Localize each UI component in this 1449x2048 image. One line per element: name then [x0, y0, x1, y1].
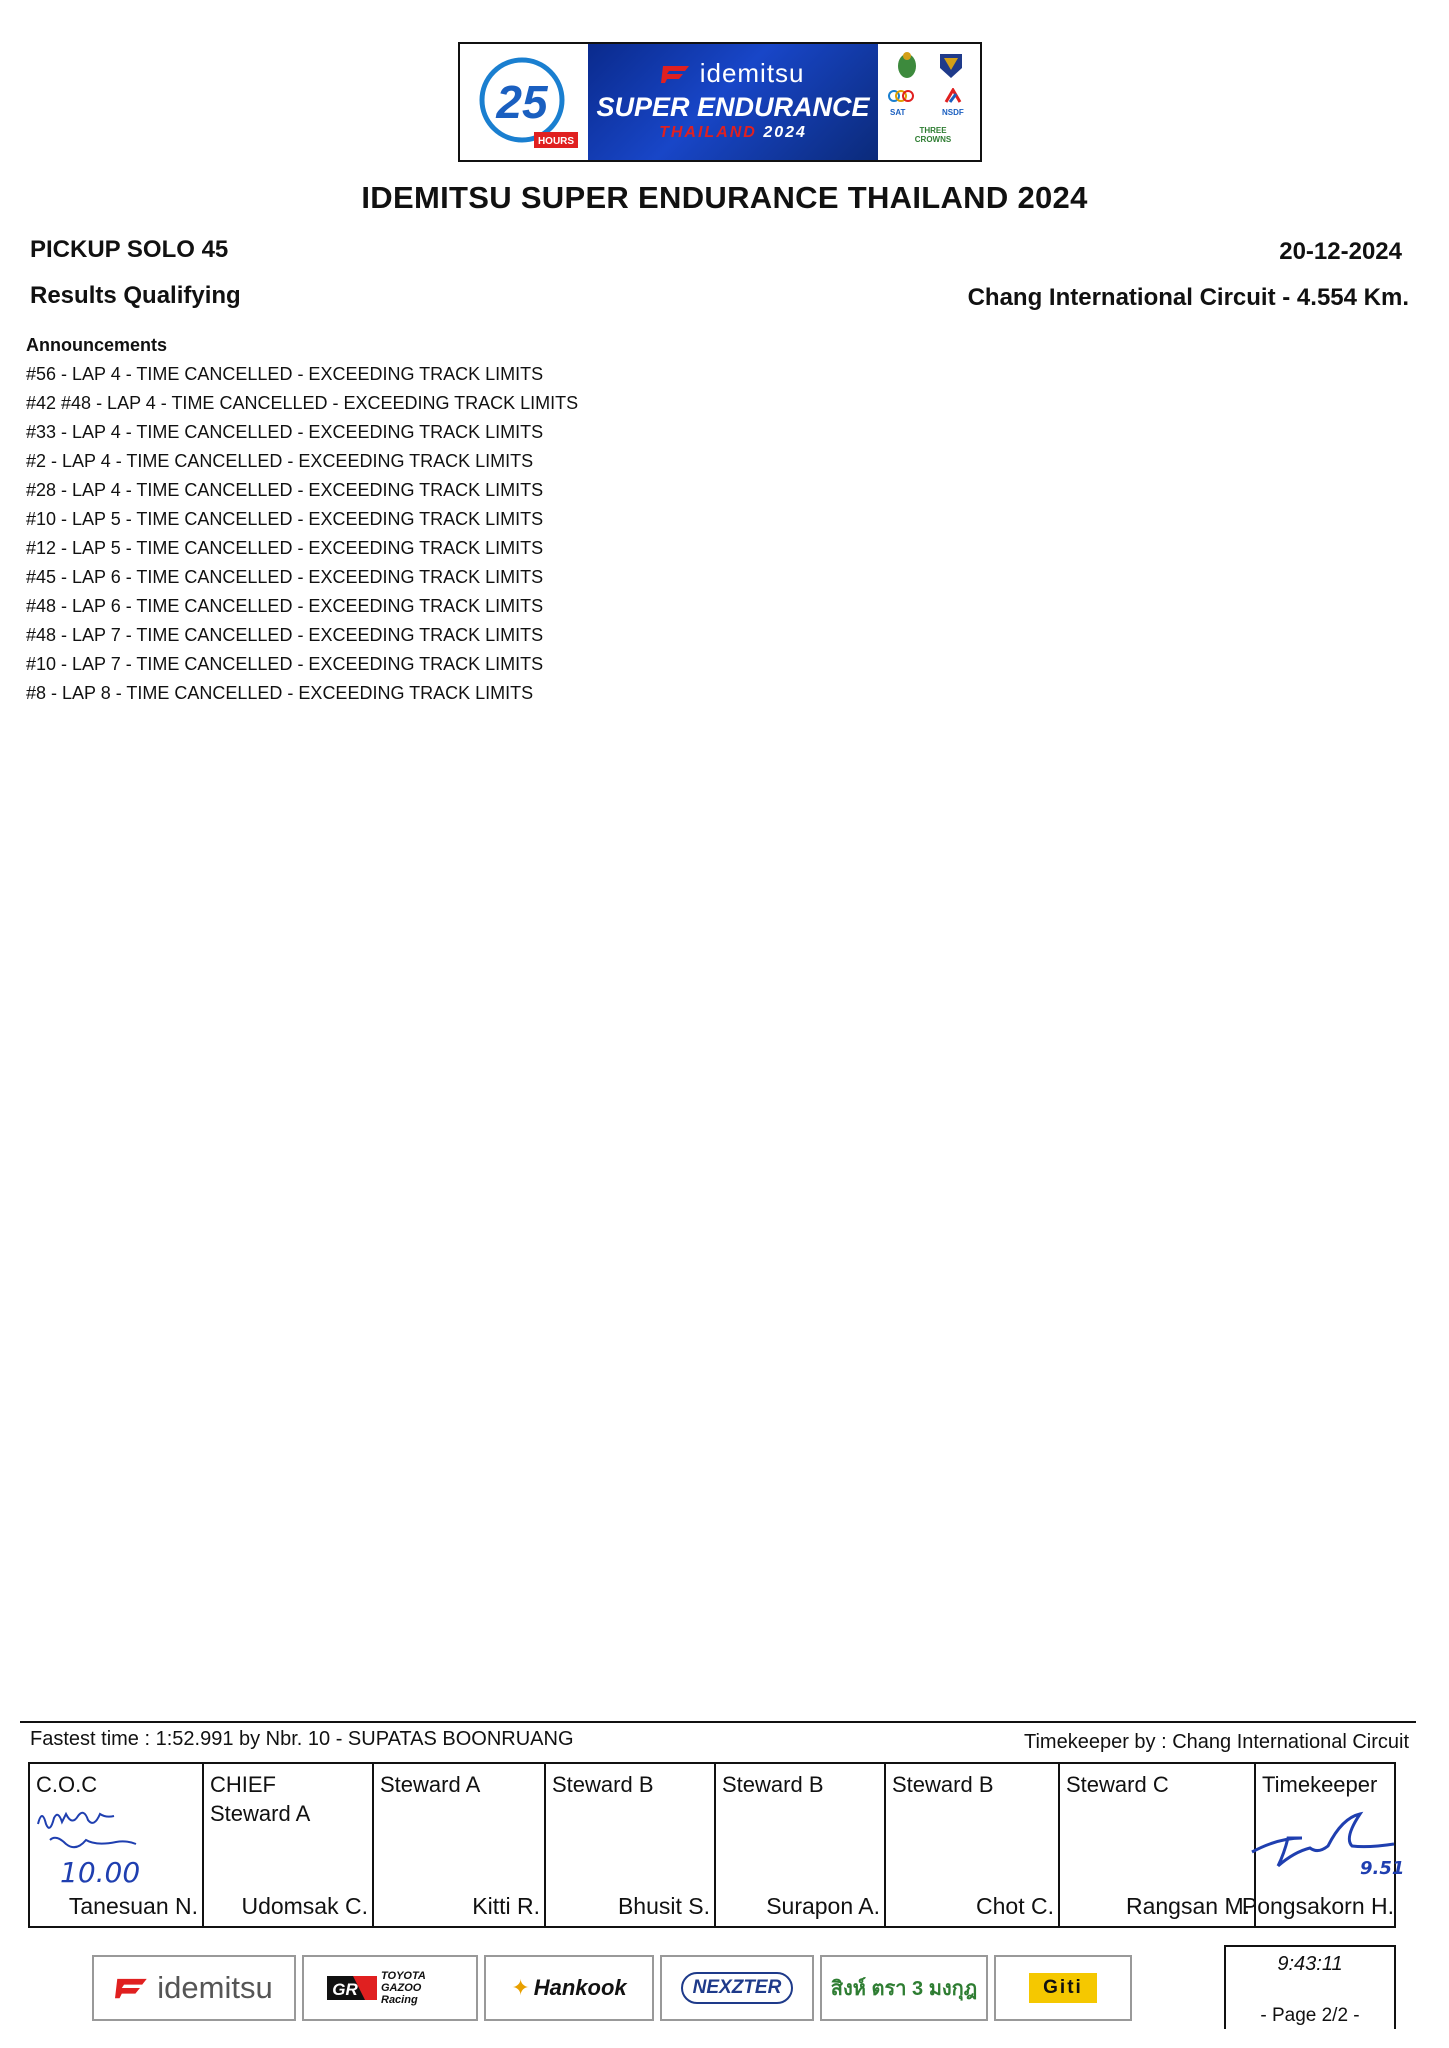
announcement-item: #10 - LAP 7 - TIME CANCELLED - EXCEEDING TRACK LIMITS	[26, 654, 544, 674]
three-crowns-label: THREE CROWNS	[914, 126, 952, 144]
nsdf-label: NSDF	[942, 108, 964, 117]
announcement-item: #45 - LAP 6 - TIME CANCELLED - EXCEEDING TRACK LIMITS	[26, 567, 544, 587]
page-number: - Page 2/2 -	[1260, 2005, 1360, 2026]
sponsor-nexzter: NEXZTER	[660, 1955, 814, 2021]
official-cell-steward-b-3: Steward B Chot C.	[886, 1764, 1060, 1926]
announcements-heading: Announcements	[26, 335, 168, 355]
official-cell-steward-b-2: Steward B Surapon A.	[716, 1764, 886, 1926]
royal-emblem-icon	[892, 50, 922, 80]
hankook-mark-icon: ✦	[511, 1975, 530, 2000]
official-cell-chief-steward: CHIEF Steward A Udomsak C.	[204, 1764, 374, 1926]
sat-label: SAT	[890, 108, 906, 117]
announcement-item: #33 - LAP 4 - TIME CANCELLED - EXCEEDING TRACK LIMITS	[26, 422, 544, 442]
official-cell-steward-a: Steward A Kitti R.	[374, 1764, 546, 1926]
25-hours-badge	[460, 44, 588, 160]
official-cell-steward-c: Steward C Rangsan M.	[1060, 1764, 1256, 1926]
page-title: IDEMITSU SUPER ENDURANCE THAILAND 2024	[361, 180, 1088, 215]
coc-signature	[36, 1804, 186, 1886]
partner-logos	[878, 44, 980, 160]
announcement-item: #2 - LAP 4 - TIME CANCELLED - EXCEEDING TRACK LIMITS	[26, 451, 534, 471]
announcement-item: #10 - LAP 5 - TIME CANCELLED - EXCEEDING TRACK LIMITS	[26, 509, 544, 529]
svg-text:GR: GR	[332, 1980, 358, 1999]
series-country-year: THAILAND 2024	[659, 124, 807, 141]
footer-divider	[20, 1721, 1416, 1723]
series-title-block	[588, 44, 878, 160]
announcement-item: #48 - LAP 6 - TIME CANCELLED - EXCEEDING TRACK LIMITS	[26, 596, 544, 616]
officials-signature-table	[28, 1762, 1405, 1928]
announcement-item: #56 - LAP 4 - TIME CANCELLED - EXCEEDING TRACK LIMITS	[26, 364, 544, 384]
series-name: SUPER ENDURANCE	[596, 92, 870, 122]
timekeeper-signature	[1248, 1808, 1406, 1878]
svg-text:HOURS: HOURS	[537, 136, 575, 147]
announcements-section	[26, 335, 826, 708]
idemitsu-wordmark: idemitsu	[588, 58, 878, 89]
sponsor-idemitsu: idemitsu	[92, 1955, 296, 2021]
gr-logo-icon	[327, 1974, 377, 2002]
olympic-rings-icon	[886, 88, 916, 106]
sponsor-singha-three-crowns: สิงห์ ตรา 3 มงกุฎ	[820, 1955, 988, 2021]
svg-text:9.51: 9.51	[1360, 1858, 1405, 1878]
crest-emblem-icon	[936, 50, 966, 80]
svg-text:10.00: 10.00	[60, 1856, 141, 1886]
official-cell-steward-b-1: Steward B Bhusit S.	[546, 1764, 716, 1926]
nsdf-logo-icon	[942, 88, 964, 106]
announcement-item: #48 - LAP 7 - TIME CANCELLED - EXCEEDING TRACK LIMITS	[26, 625, 544, 645]
announcement-item: #12 - LAP 5 - TIME CANCELLED - EXCEEDING TRACK LIMITS	[26, 538, 544, 558]
event-banner	[458, 42, 982, 162]
sponsor-hankook: ✦ Hankook	[484, 1955, 654, 2021]
svg-text:25: 25	[496, 76, 548, 128]
fastest-time: Fastest time : 1:52.991 by Nbr. 10 - SUPATAS BOONRUANG	[30, 1728, 574, 1750]
timekeeper-by: Timekeeper by : Chang International Circuit	[1024, 1731, 1409, 1753]
race-date: 20-12-2024	[1279, 238, 1402, 265]
print-time: 9:43:11	[1277, 1953, 1343, 1975]
idemitsu-flag-icon	[661, 63, 691, 85]
class-name: PICKUP SOLO 45	[30, 236, 229, 263]
announcement-item: #28 - LAP 4 - TIME CANCELLED - EXCEEDING TRACK LIMITS	[26, 480, 544, 500]
print-info-box	[1224, 1945, 1396, 2029]
official-cell-timekeeper: Timekeeper 9.51 Pongsakorn H.	[1241, 1772, 1405, 1919]
sponsor-giti: Giti	[994, 1955, 1132, 2021]
official-cell-coc: C.O.C 10.00 Tanesuan N.	[30, 1764, 204, 1926]
sponsor-toyota-gazoo-racing: GR TOYOTA GAZOO Racing	[302, 1955, 478, 2021]
session-name: Results Qualifying	[30, 282, 241, 309]
25-hours-logo-icon	[460, 44, 588, 160]
idemitsu-flag-icon	[115, 1974, 149, 2002]
announcement-item: #42 #48 - LAP 4 - TIME CANCELLED - EXCEEDING TRACK LIMITS	[26, 393, 579, 413]
announcement-item: #8 - LAP 8 - TIME CANCELLED - EXCEEDING TRACK LIMITS	[26, 683, 534, 703]
circuit-info: Chang International Circuit - 4.554 Km.	[967, 284, 1409, 311]
